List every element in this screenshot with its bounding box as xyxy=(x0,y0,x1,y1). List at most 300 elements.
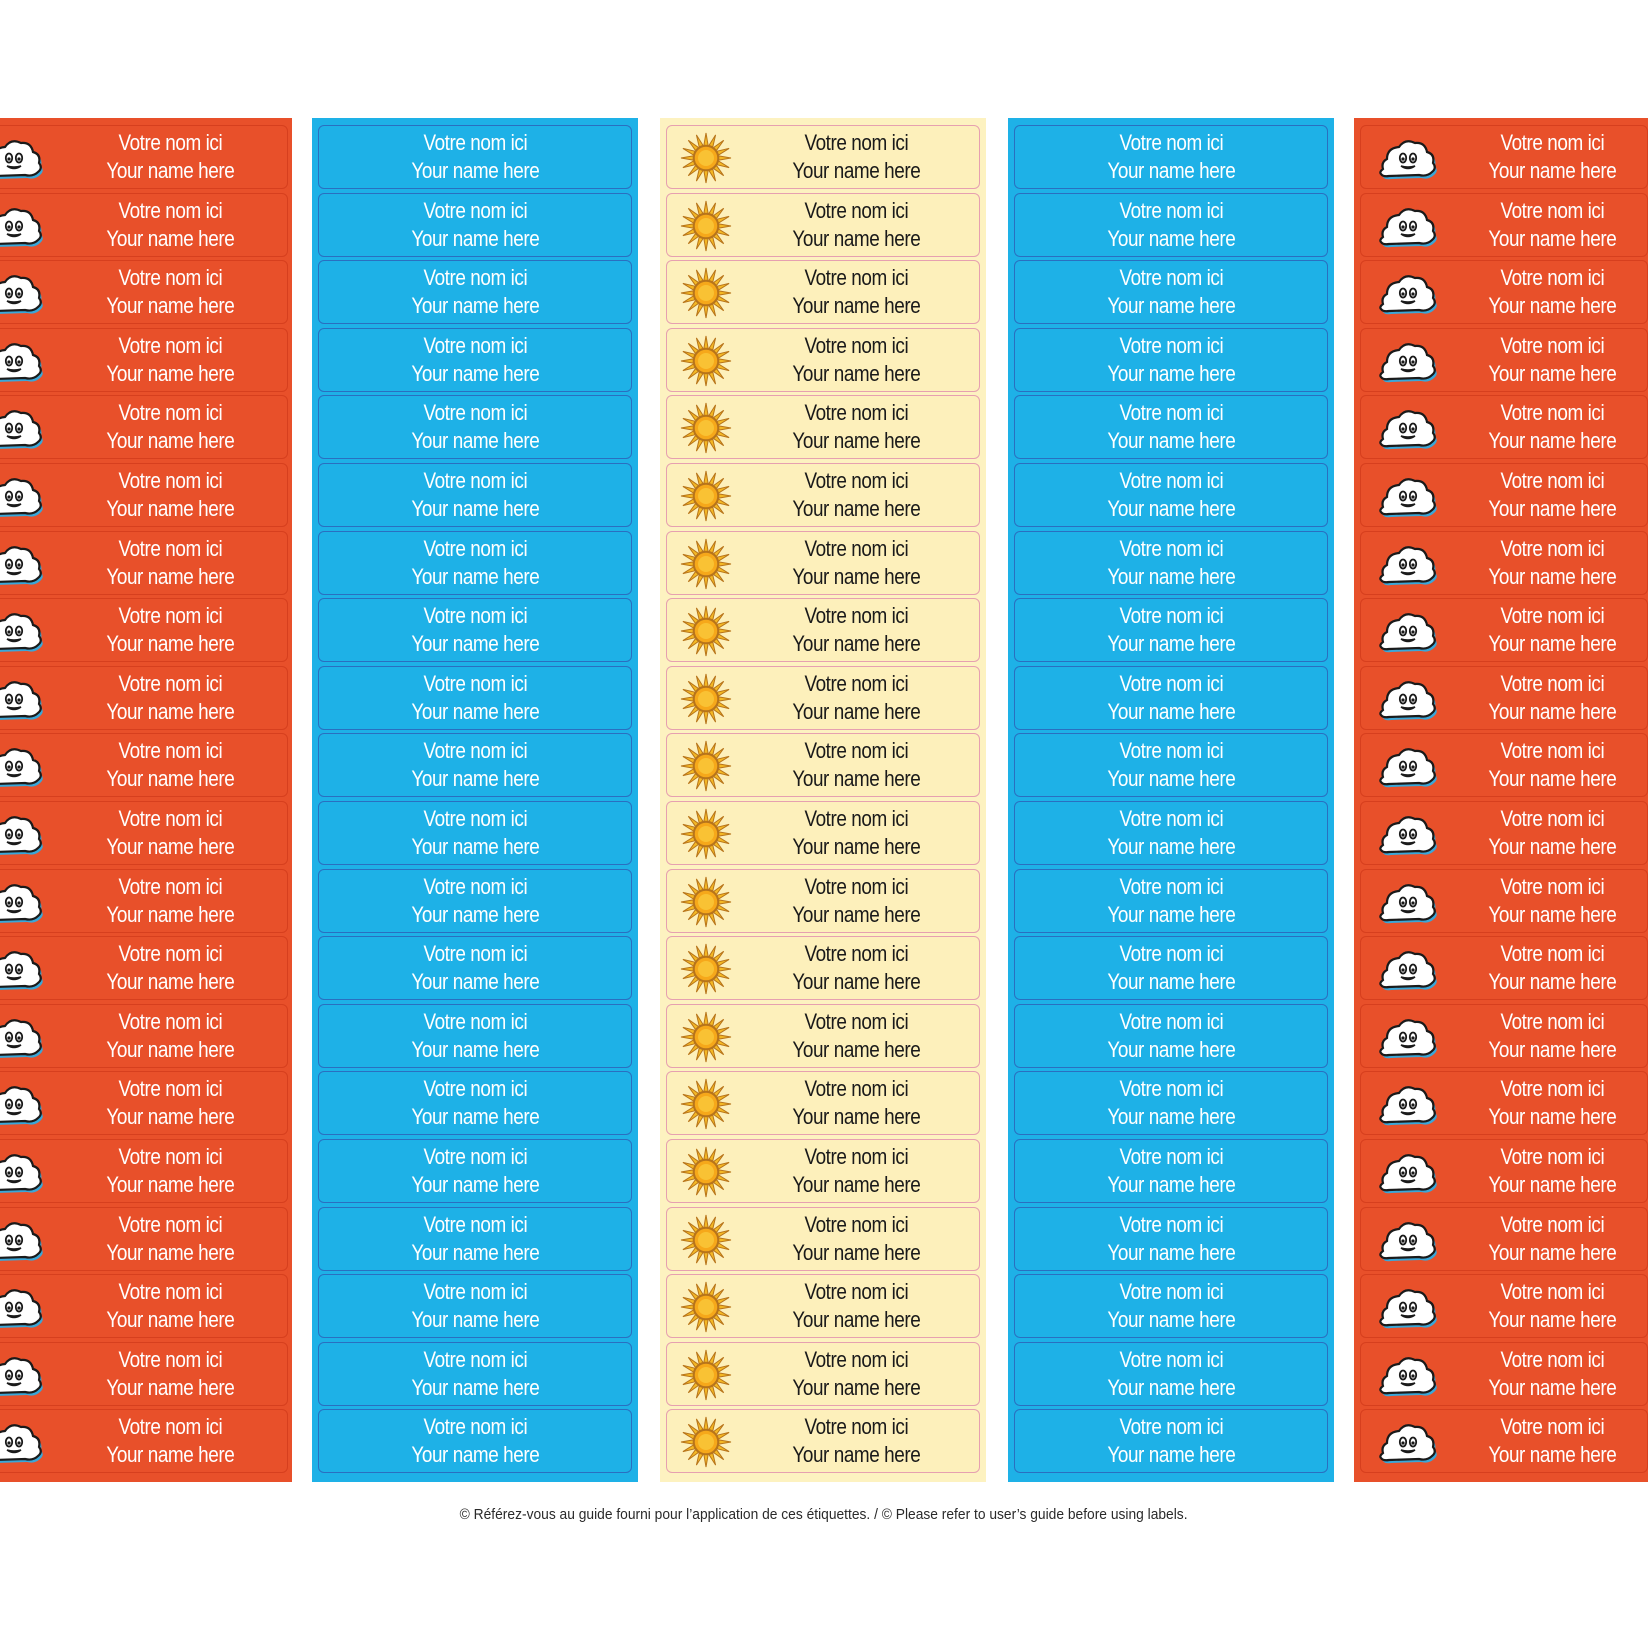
label-line-english: Your name here xyxy=(1488,225,1616,251)
name-label xyxy=(0,1139,288,1203)
label-line-french: Votre nom ici xyxy=(118,603,222,629)
label-column-4 xyxy=(1008,118,1334,1482)
name-label xyxy=(318,1409,632,1473)
name-label xyxy=(1360,1071,1648,1135)
label-line-french: Votre nom ici xyxy=(1500,535,1604,561)
name-label xyxy=(1360,1274,1648,1338)
label-line-french: Votre nom ici xyxy=(1500,941,1604,967)
label-line-english: Your name here xyxy=(1488,1442,1616,1468)
label-text xyxy=(1015,1005,1327,1067)
name-label xyxy=(318,1071,632,1135)
label-line-english: Your name here xyxy=(792,1036,920,1062)
cloud-face-icon xyxy=(1375,267,1437,319)
name-label xyxy=(318,1342,632,1406)
label-text xyxy=(733,667,979,729)
label-line-french: Votre nom ici xyxy=(1119,670,1223,696)
label-line-french: Votre nom ici xyxy=(1500,468,1604,493)
label-line-french: Votre nom ici xyxy=(423,670,527,696)
name-label xyxy=(666,1409,980,1473)
label-line-french: Votre nom ici xyxy=(1500,806,1604,831)
name-label xyxy=(1014,193,1328,257)
label-text xyxy=(53,870,287,932)
label-line-english: Your name here xyxy=(1488,293,1616,319)
name-label xyxy=(318,328,632,392)
label-text xyxy=(1015,261,1327,323)
label-line-french: Votre nom ici xyxy=(804,265,908,291)
label-line-english: Your name here xyxy=(411,1104,539,1130)
label-line-english: Your name here xyxy=(1107,1172,1235,1197)
label-text xyxy=(53,329,287,391)
label-line-english: Your name here xyxy=(411,225,539,251)
name-label xyxy=(318,1274,632,1338)
label-text xyxy=(53,1410,287,1472)
cloud-face-icon xyxy=(0,943,43,995)
label-line-english: Your name here xyxy=(1488,1104,1616,1130)
label-line-french: Votre nom ici xyxy=(423,265,527,291)
label-line-english: Your name here xyxy=(411,1374,539,1400)
label-text xyxy=(1439,464,1648,526)
name-label xyxy=(318,801,632,865)
name-label xyxy=(666,598,980,662)
label-line-english: Your name here xyxy=(792,293,920,319)
sun-icon xyxy=(675,1078,737,1130)
label-text xyxy=(1015,396,1327,458)
sun-icon xyxy=(675,538,737,590)
label-line-english: Your name here xyxy=(1107,969,1235,995)
label-line-french: Votre nom ici xyxy=(1500,1008,1604,1034)
name-label xyxy=(0,1004,288,1068)
label-line-french: Votre nom ici xyxy=(118,1008,222,1034)
cloud-face-icon xyxy=(1375,740,1437,792)
label-line-english: Your name here xyxy=(106,834,234,859)
cloud-face-icon xyxy=(0,673,43,725)
label-line-english: Your name here xyxy=(792,631,920,657)
name-label xyxy=(1360,193,1648,257)
label-line-french: Votre nom ici xyxy=(423,400,527,426)
label-line-french: Votre nom ici xyxy=(804,197,908,223)
cloud-face-icon xyxy=(0,1214,43,1266)
label-text xyxy=(733,937,979,999)
label-line-french: Votre nom ici xyxy=(804,1279,908,1305)
label-line-english: Your name here xyxy=(1107,1104,1235,1130)
label-line-english: Your name here xyxy=(106,766,234,792)
label-line-french: Votre nom ici xyxy=(423,603,527,629)
label-text xyxy=(1015,667,1327,729)
name-label xyxy=(318,598,632,662)
label-column-3 xyxy=(660,118,986,1482)
sun-icon xyxy=(675,1146,737,1198)
cloud-face-icon xyxy=(1375,1416,1437,1468)
label-line-english: Your name here xyxy=(1107,360,1235,386)
label-line-french: Votre nom ici xyxy=(1500,738,1604,764)
name-label xyxy=(0,193,288,257)
name-label xyxy=(1360,666,1648,730)
label-line-english: Your name here xyxy=(411,1307,539,1333)
label-line-french: Votre nom ici xyxy=(1500,130,1604,155)
label-text xyxy=(733,1410,979,1472)
cloud-face-icon xyxy=(1375,1214,1437,1266)
label-text xyxy=(1015,734,1327,796)
cloud-face-icon xyxy=(1375,943,1437,995)
label-line-english: Your name here xyxy=(792,698,920,724)
label-text xyxy=(319,667,631,729)
name-label xyxy=(1014,1409,1328,1473)
cloud-face-icon xyxy=(0,402,43,454)
label-line-french: Votre nom ici xyxy=(804,535,908,561)
label-line-french: Votre nom ici xyxy=(804,1008,908,1034)
label-text xyxy=(53,1343,287,1405)
name-label xyxy=(1014,1139,1328,1203)
label-line-french: Votre nom ici xyxy=(118,1414,222,1440)
label-line-french: Votre nom ici xyxy=(423,1414,527,1440)
cloud-face-icon xyxy=(0,470,43,522)
cloud-face-icon xyxy=(0,740,43,792)
label-line-french: Votre nom ici xyxy=(423,468,527,493)
label-text xyxy=(733,870,979,932)
label-line-english: Your name here xyxy=(792,496,920,521)
cloud-face-icon xyxy=(1375,335,1437,387)
sun-icon xyxy=(675,402,737,454)
label-line-french: Votre nom ici xyxy=(423,1346,527,1372)
name-label xyxy=(666,733,980,797)
name-label xyxy=(318,1207,632,1271)
label-line-french: Votre nom ici xyxy=(1119,603,1223,629)
cloud-face-icon xyxy=(0,605,43,657)
label-line-french: Votre nom ici xyxy=(118,265,222,291)
name-label xyxy=(1360,733,1648,797)
name-label xyxy=(1014,328,1328,392)
sun-icon xyxy=(675,876,737,928)
label-text xyxy=(319,870,631,932)
cloud-face-icon xyxy=(1375,1281,1437,1333)
name-label xyxy=(666,395,980,459)
name-label xyxy=(1014,666,1328,730)
label-text xyxy=(733,194,979,256)
label-line-english: Your name here xyxy=(792,1374,920,1400)
label-text xyxy=(733,464,979,526)
label-column-5 xyxy=(1354,118,1648,1482)
label-line-english: Your name here xyxy=(106,969,234,995)
name-label xyxy=(666,1004,980,1068)
label-text xyxy=(1439,1140,1648,1202)
label-line-english: Your name here xyxy=(1107,158,1235,183)
label-line-french: Votre nom ici xyxy=(118,400,222,426)
label-line-french: Votre nom ici xyxy=(804,873,908,899)
label-line-french: Votre nom ici xyxy=(1500,603,1604,629)
label-line-french: Votre nom ici xyxy=(1119,332,1223,358)
label-text xyxy=(1015,1140,1327,1202)
label-text xyxy=(1015,599,1327,661)
name-label xyxy=(1014,869,1328,933)
cloud-face-icon xyxy=(0,876,43,928)
label-text xyxy=(1439,329,1648,391)
label-line-french: Votre nom ici xyxy=(423,332,527,358)
label-line-english: Your name here xyxy=(1107,901,1235,927)
label-line-english: Your name here xyxy=(106,1374,234,1400)
label-line-french: Votre nom ici xyxy=(1500,670,1604,696)
cloud-face-icon xyxy=(0,200,43,252)
name-label xyxy=(0,328,288,392)
label-line-french: Votre nom ici xyxy=(1500,197,1604,223)
label-line-french: Votre nom ici xyxy=(423,1211,527,1237)
label-line-french: Votre nom ici xyxy=(1119,1211,1223,1237)
name-label xyxy=(666,1071,980,1135)
label-text xyxy=(53,599,287,661)
label-text xyxy=(1439,261,1648,323)
name-label xyxy=(666,1274,980,1338)
label-line-french: Votre nom ici xyxy=(118,1346,222,1372)
name-label xyxy=(666,936,980,1000)
label-line-french: Votre nom ici xyxy=(423,535,527,561)
label-line-french: Votre nom ici xyxy=(118,1144,222,1169)
label-text xyxy=(1015,1410,1327,1472)
label-text xyxy=(1439,126,1648,188)
label-text xyxy=(1439,667,1648,729)
name-label xyxy=(1360,1004,1648,1068)
label-text xyxy=(319,1005,631,1067)
name-label xyxy=(318,733,632,797)
name-label xyxy=(1360,598,1648,662)
name-label xyxy=(0,666,288,730)
label-line-french: Votre nom ici xyxy=(118,1076,222,1102)
name-label xyxy=(1360,328,1648,392)
label-line-french: Votre nom ici xyxy=(1500,332,1604,358)
label-text xyxy=(53,1208,287,1270)
name-label xyxy=(666,869,980,933)
name-label xyxy=(1360,1342,1648,1406)
cloud-face-icon xyxy=(0,335,43,387)
cloud-face-icon xyxy=(1375,808,1437,860)
label-text xyxy=(733,261,979,323)
label-text xyxy=(319,464,631,526)
label-text xyxy=(319,1275,631,1337)
label-line-english: Your name here xyxy=(411,496,539,521)
label-line-english: Your name here xyxy=(106,1036,234,1062)
name-label xyxy=(0,598,288,662)
label-line-english: Your name here xyxy=(1107,1442,1235,1468)
name-label xyxy=(666,801,980,865)
label-line-french: Votre nom ici xyxy=(1500,1144,1604,1169)
label-line-english: Your name here xyxy=(1107,225,1235,251)
name-label xyxy=(1014,125,1328,189)
label-line-english: Your name here xyxy=(1107,698,1235,724)
label-line-english: Your name here xyxy=(792,834,920,859)
name-label xyxy=(1014,733,1328,797)
label-text xyxy=(1439,1005,1648,1067)
name-label xyxy=(1014,936,1328,1000)
label-line-english: Your name here xyxy=(106,158,234,183)
name-label xyxy=(318,869,632,933)
label-line-english: Your name here xyxy=(106,1239,234,1265)
name-label xyxy=(0,125,288,189)
sun-icon xyxy=(675,1349,737,1401)
name-label xyxy=(1014,801,1328,865)
label-line-french: Votre nom ici xyxy=(1119,1414,1223,1440)
label-line-french: Votre nom ici xyxy=(423,873,527,899)
label-line-english: Your name here xyxy=(411,1172,539,1197)
label-line-english: Your name here xyxy=(1488,969,1616,995)
label-line-english: Your name here xyxy=(411,158,539,183)
label-line-english: Your name here xyxy=(106,698,234,724)
label-text xyxy=(733,1275,979,1337)
label-line-english: Your name here xyxy=(106,1172,234,1197)
label-line-english: Your name here xyxy=(411,1036,539,1062)
sun-icon xyxy=(675,1011,737,1063)
cloud-face-icon xyxy=(1375,200,1437,252)
label-text xyxy=(1015,937,1327,999)
sun-icon xyxy=(675,808,737,860)
label-line-french: Votre nom ici xyxy=(1119,130,1223,155)
cloud-face-icon xyxy=(0,132,43,184)
label-line-english: Your name here xyxy=(411,834,539,859)
name-label xyxy=(318,1139,632,1203)
cloud-face-icon xyxy=(0,1011,43,1063)
label-line-english: Your name here xyxy=(1488,1374,1616,1400)
sun-icon xyxy=(675,605,737,657)
name-label xyxy=(0,1342,288,1406)
name-label xyxy=(318,125,632,189)
label-line-french: Votre nom ici xyxy=(423,197,527,223)
name-label xyxy=(666,1139,980,1203)
label-text xyxy=(319,396,631,458)
label-line-french: Votre nom ici xyxy=(118,670,222,696)
label-line-english: Your name here xyxy=(106,1104,234,1130)
label-line-french: Votre nom ici xyxy=(118,941,222,967)
label-line-french: Votre nom ici xyxy=(1500,873,1604,899)
label-line-french: Votre nom ici xyxy=(423,1076,527,1102)
label-line-english: Your name here xyxy=(1488,631,1616,657)
label-line-french: Votre nom ici xyxy=(423,1279,527,1305)
name-label xyxy=(318,1004,632,1068)
name-label xyxy=(1360,1139,1648,1203)
label-line-english: Your name here xyxy=(792,969,920,995)
label-line-english: Your name here xyxy=(1107,1239,1235,1265)
label-line-french: Votre nom ici xyxy=(1500,265,1604,291)
name-label xyxy=(1014,260,1328,324)
cloud-face-icon xyxy=(1375,538,1437,590)
label-line-english: Your name here xyxy=(1107,563,1235,589)
label-text xyxy=(733,329,979,391)
sun-icon xyxy=(675,335,737,387)
label-line-english: Your name here xyxy=(792,158,920,183)
label-line-french: Votre nom ici xyxy=(804,670,908,696)
label-column-2 xyxy=(312,118,638,1482)
label-text xyxy=(319,802,631,864)
label-line-french: Votre nom ici xyxy=(118,1279,222,1305)
label-text xyxy=(733,1208,979,1270)
label-text xyxy=(319,937,631,999)
label-text xyxy=(319,329,631,391)
label-line-english: Your name here xyxy=(411,698,539,724)
label-line-english: Your name here xyxy=(106,225,234,251)
label-line-french: Votre nom ici xyxy=(1500,1211,1604,1237)
cloud-face-icon xyxy=(1375,1146,1437,1198)
label-line-french: Votre nom ici xyxy=(423,738,527,764)
label-line-english: Your name here xyxy=(1107,428,1235,454)
label-line-english: Your name here xyxy=(792,225,920,251)
cloud-face-icon xyxy=(1375,1011,1437,1063)
name-label xyxy=(0,1071,288,1135)
label-line-french: Votre nom ici xyxy=(118,130,222,155)
label-line-french: Votre nom ici xyxy=(423,1144,527,1169)
name-label xyxy=(666,125,980,189)
label-line-french: Votre nom ici xyxy=(804,1414,908,1440)
label-text xyxy=(733,802,979,864)
label-line-french: Votre nom ici xyxy=(118,1211,222,1237)
label-line-french: Votre nom ici xyxy=(1119,806,1223,831)
label-line-english: Your name here xyxy=(411,1442,539,1468)
sun-icon xyxy=(675,1214,737,1266)
label-line-english: Your name here xyxy=(1107,834,1235,859)
label-line-french: Votre nom ici xyxy=(423,1008,527,1034)
label-line-english: Your name here xyxy=(792,901,920,927)
label-line-english: Your name here xyxy=(792,1239,920,1265)
label-text xyxy=(319,126,631,188)
cloud-face-icon xyxy=(1375,1349,1437,1401)
cloud-face-icon xyxy=(0,808,43,860)
label-line-french: Votre nom ici xyxy=(423,941,527,967)
label-line-french: Votre nom ici xyxy=(1500,1414,1604,1440)
name-label xyxy=(1360,869,1648,933)
label-text xyxy=(319,1072,631,1134)
label-line-english: Your name here xyxy=(1488,698,1616,724)
name-label xyxy=(318,936,632,1000)
label-line-french: Votre nom ici xyxy=(804,468,908,493)
label-line-english: Your name here xyxy=(1107,293,1235,319)
label-text xyxy=(53,464,287,526)
label-line-english: Your name here xyxy=(106,293,234,319)
label-line-english: Your name here xyxy=(792,563,920,589)
name-label xyxy=(318,193,632,257)
label-line-english: Your name here xyxy=(1107,1374,1235,1400)
label-line-english: Your name here xyxy=(106,901,234,927)
label-line-french: Votre nom ici xyxy=(804,1144,908,1169)
footer-text: © Référez-vous au guide fourni pour l’application de ces étiquettes. / © Please refer to user’s guide before using labels. xyxy=(460,1506,1188,1523)
name-label xyxy=(0,801,288,865)
cloud-face-icon xyxy=(1375,402,1437,454)
label-line-english: Your name here xyxy=(1107,766,1235,792)
label-text xyxy=(1015,1343,1327,1405)
label-text xyxy=(53,532,287,594)
label-line-english: Your name here xyxy=(792,766,920,792)
name-label xyxy=(0,1207,288,1271)
label-line-french: Votre nom ici xyxy=(118,332,222,358)
label-line-english: Your name here xyxy=(106,1442,234,1468)
name-label xyxy=(1360,260,1648,324)
label-line-english: Your name here xyxy=(1488,1307,1616,1333)
label-line-french: Votre nom ici xyxy=(118,535,222,561)
name-label xyxy=(1014,531,1328,595)
label-text xyxy=(319,532,631,594)
label-text xyxy=(53,194,287,256)
name-label xyxy=(666,193,980,257)
label-line-french: Votre nom ici xyxy=(804,941,908,967)
label-line-english: Your name here xyxy=(106,496,234,521)
label-text xyxy=(319,1343,631,1405)
name-label xyxy=(0,1409,288,1473)
label-line-english: Your name here xyxy=(792,1104,920,1130)
name-label xyxy=(1014,1004,1328,1068)
sun-icon xyxy=(675,740,737,792)
cloud-face-icon xyxy=(0,538,43,590)
label-line-french: Votre nom ici xyxy=(1119,197,1223,223)
label-text xyxy=(733,1343,979,1405)
name-label xyxy=(1360,936,1648,1000)
label-text xyxy=(1015,532,1327,594)
cloud-face-icon xyxy=(0,1146,43,1198)
name-label xyxy=(0,869,288,933)
name-label xyxy=(666,328,980,392)
